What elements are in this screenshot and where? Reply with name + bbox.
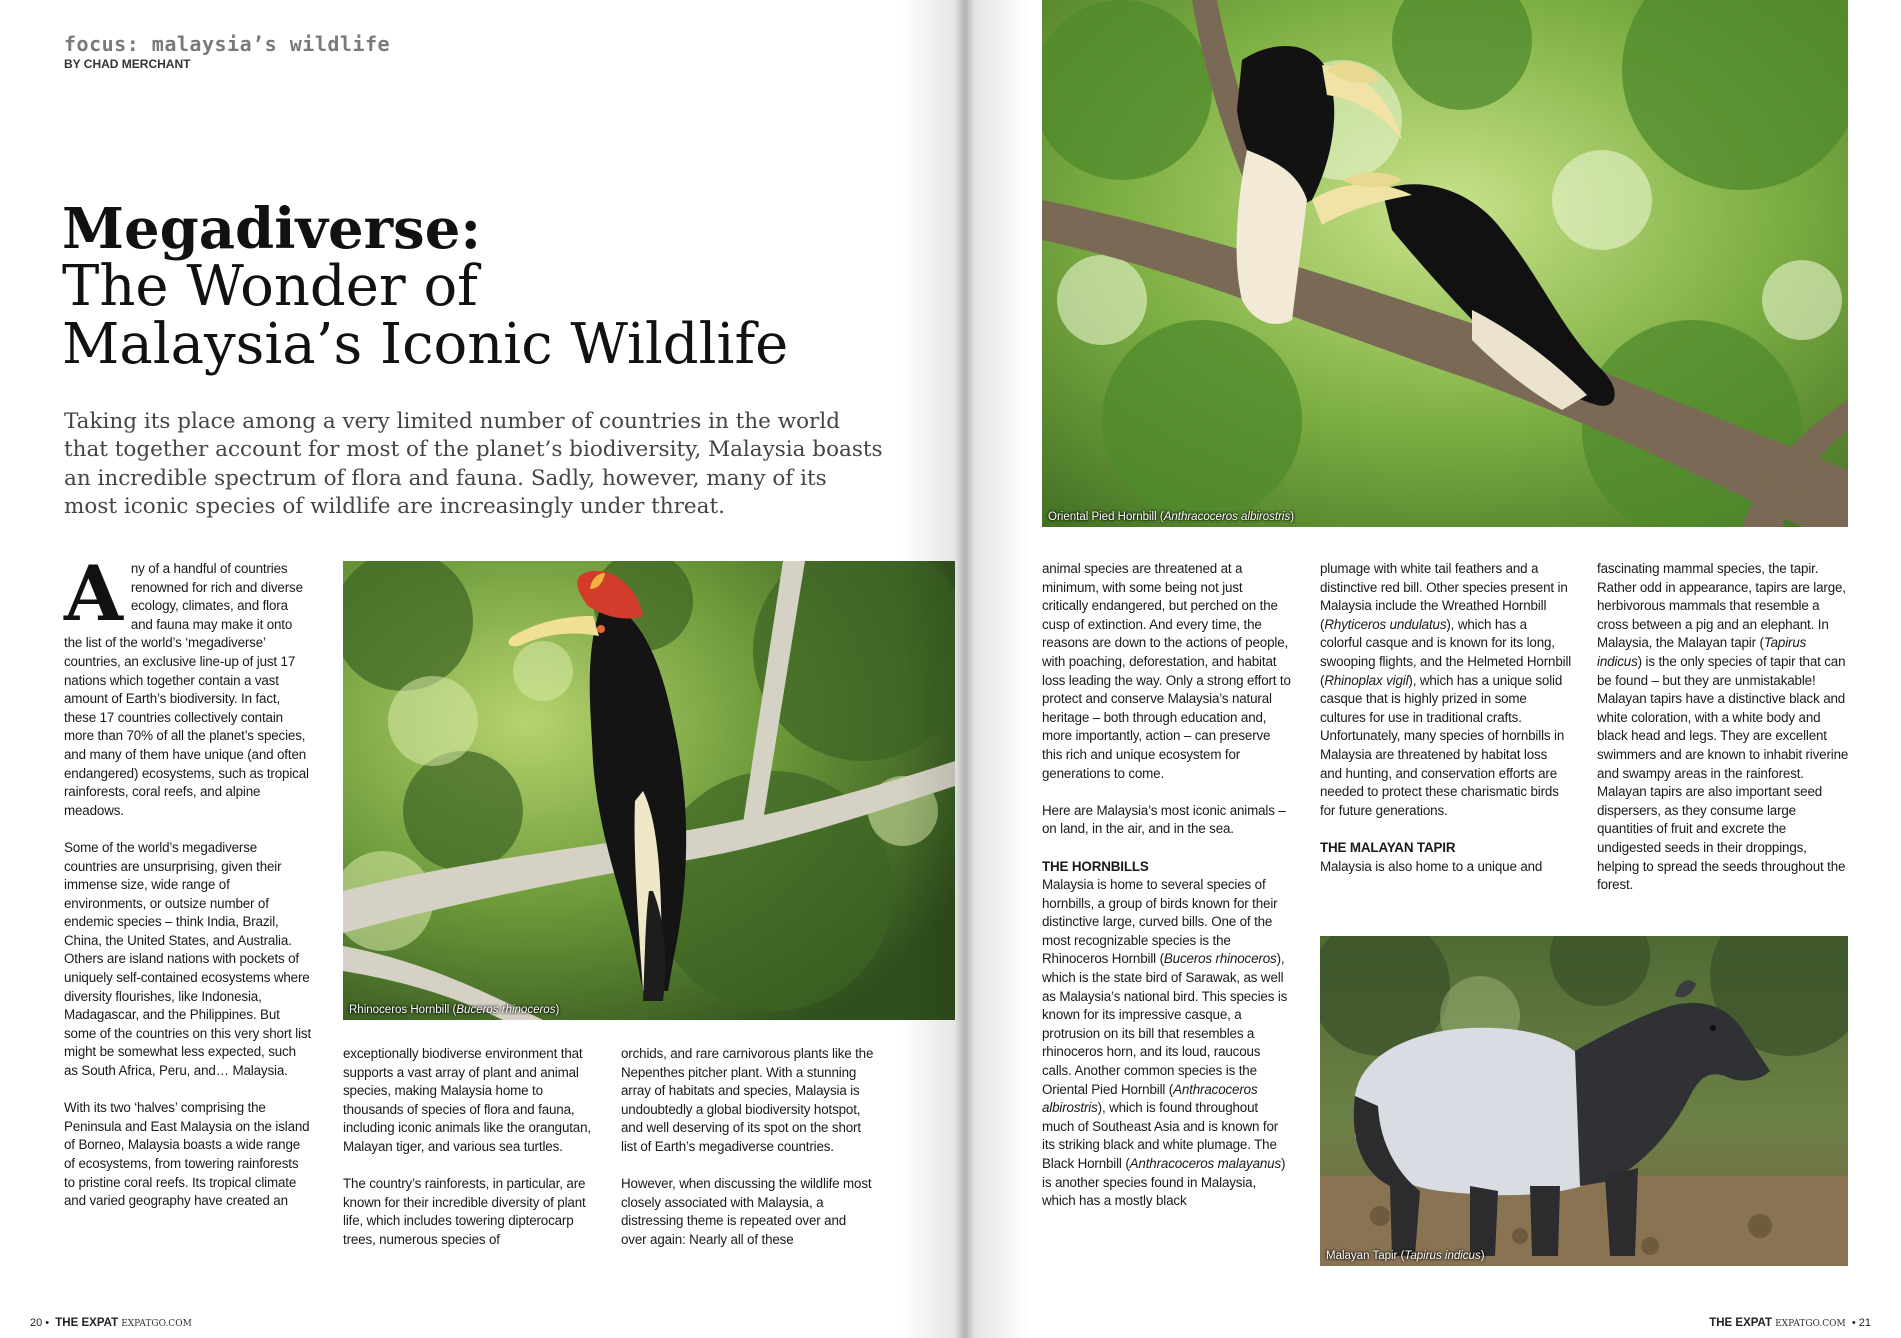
byline: BY CHAD MERCHANT xyxy=(64,57,191,71)
headline xyxy=(62,196,882,378)
footer-site: EXPATGO.COM xyxy=(1775,1319,1846,1329)
paragraph: fascinating mammal species, the tapir. Rather odd in appearance, tapirs are large, herbivorous mammals that resemble a cross between a pig and an elephant. In Malaysia, the Malayan tapir (Tapirus indicus) is the only species of tapir that can be found – but they are unmistakable! Malayan tapirs have a distinctive black and white coloration, with a white body and black head and legs. They are excellent swimmers and are known to inhabit riverine and swampy areas in the rainforest. Malayan tapirs are also important seed dispersers, as they consume large quantities of fruit and excrete the undigested seeds in their droppings, helping to spread the seeds throughout the forest. xyxy=(1597,561,1849,893)
intro-paragraph: Any of a handful of countries renowned for rich and diverse ecology, climates, and flora and fauna may make it onto the list of the world’s ‘megadiverse’ countries, an exclusive line-up of just 17 nations which together contain a vast amount of Earth’s biodiversity. In fact, these 17 countries collectively contain more than 70% of all the planet’s species, and many of them have unique (and often endangered) ecosystems, such as tropical rainforests, coral reefs, and alpine meadows. xyxy=(64,549,309,818)
standfirst: Taking its place among a very limited number of countries in the world that together account for most of the planet’s biodiversity, Malaysia boasts an incredible spectrum of flora and fauna. Sadly, however, many of its most iconic species of wildlife are increasingly under threat. xyxy=(64,409,883,520)
paragraph: With its two ‘halves’ comprising the Peninsula and East Malaysia on the island of Borneo, Malaysia boasts a wide range of ecosystems, from towering rainforests to pristine coral reefs. Its tropical climate and varied geography have created an xyxy=(64,1100,310,1209)
photo-caption: Oriental Pied Hornbill (Anthracoceros albirostris) xyxy=(1048,511,1295,523)
paragraph: exceptionally biodiverse environment that supports a vast array of plant and animal species, making Malaysia home to thousands of species of flora and fauna, including iconic animals like the orangutan, Malayan tiger, and various sea turtles. xyxy=(343,1046,591,1154)
section-label: focus: malaysia’s wildlife xyxy=(64,32,391,56)
paragraph: The country’s rainforests, in particular, are known for their incredible diversity of plant life, which includes towering dipterocarp trees, numerous species of xyxy=(343,1176,586,1247)
left-footer: 20 • THE EXPAT EXPATGO.COM xyxy=(30,1317,192,1329)
footer-brand: THE EXPAT xyxy=(1709,1317,1773,1329)
paragraph: plumage with white tail feathers and a distinctive red bill. Other species present in Malaysia include the Wreathed Hornbill (Rhyticeros undulatus), which has a colorful casque and is known for its long, swooping flights, and the Helmeted Hornbill (Rhinoplax vigil), which has a unique solid casque that is highly prized in some cultures for use in traditional crafts. Unfortunately, many species of hornbills in Malaysia are threatened by habitat loss and hunting, and conservation efforts are needed to protect these charismatic birds for future generations. xyxy=(1320,561,1572,818)
pied-hornbill-illustration xyxy=(1042,0,1848,527)
photo-caption: Rhinoceros Hornbill (Buceros rhinoceros) xyxy=(349,1004,560,1016)
heading-malayan-tapir: THE MALAYAN TAPIR xyxy=(1320,839,1456,855)
hornbill-illustration xyxy=(343,561,955,1020)
heading-hornbills: THE HORNBILLS xyxy=(1042,858,1149,874)
headline-line-2: The Wonder of xyxy=(62,254,478,320)
tapir-illustration xyxy=(1320,936,1848,1266)
footer-site: EXPATGO.COM xyxy=(121,1319,192,1329)
page-number: 20 xyxy=(30,1317,43,1329)
headline-line-1: Megadiverse: xyxy=(62,196,481,262)
left-column-1 xyxy=(64,549,312,1229)
paragraph: Here are Malaysia’s most iconic animals – on land, in the air, and in the sea. xyxy=(1042,802,1286,837)
paragraph: Malaysia is home to several species of hornbills, a group of birds known for their distinctive large, curved bills. One of the most recognizable species is the Rhinoceros Hornbill (Buceros rhinoceros), which is the state bird of Sarawak, as well as Malaysia’s national bird. This species is known for its impressive casque, a protrusion on its bill that resembles a rhinoceros horn, and its loud, raucous calls. Another common species is the Oriental Pied Hornbill (Anthracoceros albirostris), which is found throughout much of Southeast Asia and is known for its striking black and white plumage. The Black Hornbill (Anthracoceros malayanus) is another species found in Malaysia, which has a mostly black xyxy=(1042,877,1288,1209)
paragraph: Malaysia is also home to a unique and xyxy=(1320,858,1543,874)
malayan-tapir-photo xyxy=(1320,936,1848,1266)
paragraph: Some of the world’s megadiverse countries are unsurprising, given their immense size, wide range of environments, or outsize number of endemic species – think India, Brazil, China, the United States, and Australia. Others are island nations with pockets of uniquely self-contained ecosystems where diversity flourishes, like Indonesia, Madagascar, and the Philippines. But some of the countries on this very short list might be somewhat less expected, such as South Africa, Peru, and… Malaysia. xyxy=(64,839,312,1079)
left-column-3 xyxy=(621,1045,875,1268)
page-number: 21 xyxy=(1858,1317,1871,1329)
right-column-1 xyxy=(1042,560,1292,1229)
right-footer: THE EXPAT EXPATGO.COM • 21 xyxy=(1709,1317,1871,1329)
paragraph: However, when discussing the wildlife most closely associated with Malaysia, a distressing theme is repeated over and over again: Nearly all of these xyxy=(621,1176,872,1247)
drop-cap: A xyxy=(64,549,123,638)
footer-brand: THE EXPAT xyxy=(55,1317,119,1329)
left-column-2 xyxy=(343,1045,597,1268)
photo-caption: Malayan Tapir (Tapirus indicus) xyxy=(1326,1250,1485,1262)
oriental-pied-hornbill-photo xyxy=(1042,0,1848,527)
paragraph: orchids, and rare carnivorous plants like the Nepenthes pitcher plant. With a stunning array of habitats and species, Malaysia is undoubtedly a global biodiversity hotspot, and well deserving of its spot on the short list of Earth’s megadiverse countries. xyxy=(621,1046,874,1154)
headline-line-3: Malaysia’s Iconic Wildlife xyxy=(62,312,789,378)
rhinoceros-hornbill-photo xyxy=(343,561,955,1020)
right-column-3 xyxy=(1597,560,1851,913)
right-column-2 xyxy=(1320,560,1572,895)
paragraph: animal species are threatened at a minimum, with some being not just critically endangered, but perched on the cusp of extinction. And every time, the reasons are down to the actions of people, with poaching, deforestation, and habitat loss leading the way. Only a strong effort to protect and conserve Malaysia’s natural heritage – both through education and, more importantly, action – can preserve this rich and unique ecosystem for generations to come. xyxy=(1042,561,1291,781)
